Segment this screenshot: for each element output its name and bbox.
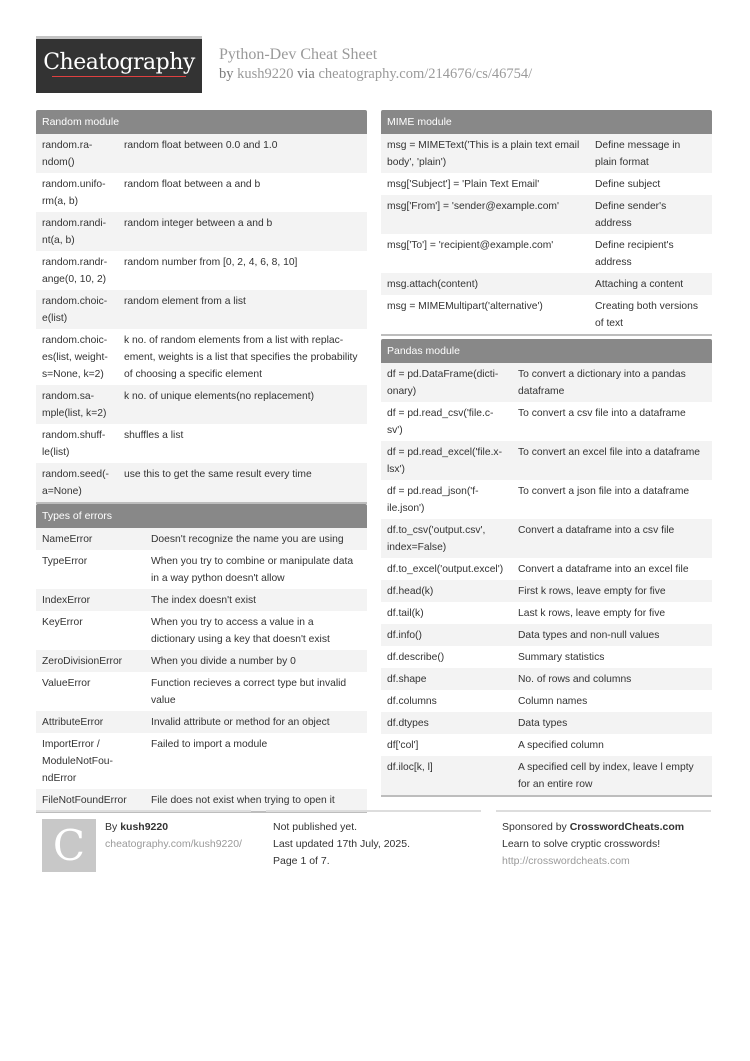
footer-author-url[interactable]: cheatography.com/kush9220/	[105, 838, 242, 850]
command-cell: random.seed(- a=None)	[36, 463, 118, 502]
footer-page-number: Page 1 of 7.	[273, 855, 330, 867]
command-cell: msg.attach(content)	[381, 273, 589, 295]
table-row	[381, 363, 712, 402]
command-cell: random.choic- es(list, weight- s=None, k=2)	[36, 329, 118, 385]
table-row	[36, 329, 367, 385]
table-row	[381, 402, 712, 441]
table-row	[36, 789, 367, 811]
table-row	[381, 734, 712, 756]
description-cell: Invalid attribute or method for an object	[145, 711, 367, 733]
table-row	[36, 463, 367, 502]
command-cell: df = pd.read_csv('file.c- sv')	[381, 402, 512, 441]
table-row	[36, 424, 367, 463]
footer-divider	[266, 810, 481, 812]
command-cell: ImportError / ModuleNotFou- ndError	[36, 733, 145, 789]
description-cell: Define sender's address	[589, 195, 712, 234]
description-cell: Convert a dataframe into a csv file	[512, 519, 712, 558]
description-cell: Data types and non-null values	[512, 624, 712, 646]
footer-author	[105, 819, 168, 836]
description-cell: No. of rows and columns	[512, 668, 712, 690]
avatar[interactable]: C	[42, 819, 96, 872]
logo-top-bar	[36, 36, 202, 39]
table-row	[381, 624, 712, 646]
command-cell: AttributeError	[36, 711, 145, 733]
pandas-module-table	[381, 363, 712, 795]
description-cell: Convert a dataframe into an excel file	[512, 558, 712, 580]
types-of-errors-table	[36, 528, 367, 811]
table-row	[381, 195, 712, 234]
command-cell: df.shape	[381, 668, 512, 690]
table-row	[381, 234, 712, 273]
description-cell: random element from a list	[118, 290, 367, 329]
cheatography-logo[interactable]	[36, 36, 202, 93]
description-cell: The index doesn't exist	[145, 589, 367, 611]
table-row	[381, 441, 712, 480]
command-cell: msg = MIMEText('This is a plain text email body', 'plain')	[381, 134, 589, 173]
sponsor-tagline: Learn to solve cryptic crosswords!	[502, 838, 661, 850]
table-row	[381, 756, 712, 795]
table-row	[381, 602, 712, 624]
description-cell: To convert an excel file into a dataframe	[512, 441, 712, 480]
description-cell: When you try to combine or manipulate data in a way python doesn't allow	[145, 550, 367, 589]
footer-updated: Last updated 17th July, 2025.	[273, 838, 410, 850]
command-cell: df = pd.DataFrame(dicti- onary)	[381, 363, 512, 402]
description-cell: k no. of random elements from a list with replac- ement, weights is a list that specifies the probability of choosing a specific element	[118, 329, 367, 385]
table-row	[36, 672, 367, 711]
table-row	[36, 290, 367, 329]
table-row	[36, 173, 367, 212]
table-row	[381, 558, 712, 580]
table-row	[36, 589, 367, 611]
command-cell: df.head(k)	[381, 580, 512, 602]
command-cell: msg['To'] = 'recipient@example.com'	[381, 234, 589, 273]
description-cell: Last k rows, leave empty for five	[512, 602, 712, 624]
description-cell: Failed to import a module	[145, 733, 367, 789]
section-random-module	[36, 110, 367, 504]
section-title: Types of errors	[36, 504, 367, 528]
table-row	[36, 251, 367, 290]
section-types-of-errors	[36, 504, 367, 813]
description-cell: Column names	[512, 690, 712, 712]
sponsor-url[interactable]: http://crosswordcheats.com	[502, 855, 630, 867]
command-cell: random.choic- e(list)	[36, 290, 118, 329]
description-cell: Doesn't recognize the name you are using	[145, 528, 367, 550]
footer-sponsor	[502, 819, 684, 836]
command-cell: df.iloc[k, l]	[381, 756, 512, 795]
description-cell: Define recipient's address	[589, 234, 712, 273]
command-cell: df.to_excel('output.excel')	[381, 558, 512, 580]
description-cell: Summary statistics	[512, 646, 712, 668]
sponsor-prefix: Sponsored by	[502, 821, 567, 833]
description-cell: Creating both versions of text	[589, 295, 712, 334]
table-row	[381, 646, 712, 668]
section-title: Pandas module	[381, 339, 712, 363]
table-row	[381, 173, 712, 195]
command-cell: ValueError	[36, 672, 145, 711]
command-cell: msg = MIMEMultipart('alternative')	[381, 295, 589, 334]
section-pandas-module	[381, 339, 712, 797]
description-cell: random number from [0, 2, 4, 6, 8, 10]	[118, 251, 367, 290]
command-cell: IndexError	[36, 589, 145, 611]
table-row	[36, 650, 367, 672]
table-row	[381, 295, 712, 334]
command-cell: msg['From'] = 'sender@example.com'	[381, 195, 589, 234]
description-cell: Define message in plain format	[589, 134, 712, 173]
command-cell: df = pd.read_json('f- ile.json')	[381, 480, 512, 519]
description-cell: Data types	[512, 712, 712, 734]
command-cell: df.to_csv('output.csv', index=False)	[381, 519, 512, 558]
command-cell: NameError	[36, 528, 145, 550]
byline	[219, 66, 532, 83]
command-cell: random.sa- mple(list, k=2)	[36, 385, 118, 424]
command-cell: KeyError	[36, 611, 145, 650]
description-cell: Attaching a content	[589, 273, 712, 295]
command-cell: df = pd.read_excel('file.x- lsx')	[381, 441, 512, 480]
description-cell: A specified cell by index, leave l empty for an entire row	[512, 756, 712, 795]
table-row	[36, 550, 367, 589]
command-cell: random.randi- nt(a, b)	[36, 212, 118, 251]
command-cell: random.randr- ange(0, 10, 2)	[36, 251, 118, 290]
table-row	[36, 212, 367, 251]
description-cell: To convert a json file into a dataframe	[512, 480, 712, 519]
command-cell: random.shuff- le(list)	[36, 424, 118, 463]
random-module-table	[36, 134, 367, 502]
command-cell: df.tail(k)	[381, 602, 512, 624]
command-cell: FileNotFoundError	[36, 789, 145, 811]
table-row	[36, 385, 367, 424]
description-cell: use this to get the same result every time	[118, 463, 367, 502]
table-row	[381, 668, 712, 690]
logo-text: Cheatography	[43, 50, 195, 75]
description-cell: shuffles a list	[118, 424, 367, 463]
table-row	[36, 611, 367, 650]
page-title: Python-Dev Cheat Sheet	[219, 46, 378, 63]
table-row	[36, 733, 367, 789]
description-cell: File does not exist when trying to open it	[145, 789, 367, 811]
footer-divider	[496, 810, 711, 812]
description-cell: k no. of unique elements(no replacement)	[118, 385, 367, 424]
command-cell: ZeroDivisionError	[36, 650, 145, 672]
description-cell: random integer between a and b	[118, 212, 367, 251]
command-cell: TypeError	[36, 550, 145, 589]
table-row	[381, 712, 712, 734]
table-row	[36, 134, 367, 173]
description-cell: random float between 0.0 and 1.0	[118, 134, 367, 173]
table-row	[381, 134, 712, 173]
author-link[interactable]: kush9220	[237, 66, 294, 82]
footer-published: Not published yet.	[273, 821, 358, 833]
table-row	[36, 528, 367, 550]
description-cell: random float between a and b	[118, 173, 367, 212]
description-cell: A specified column	[512, 734, 712, 756]
byline-by: by	[219, 66, 234, 82]
footer-author-name[interactable]: kush9220	[120, 821, 169, 833]
table-row	[381, 273, 712, 295]
command-cell: df['col']	[381, 734, 512, 756]
footer-divider	[36, 810, 251, 812]
table-row	[381, 690, 712, 712]
sponsor-name[interactable]: CrosswordCheats.com	[569, 821, 685, 833]
command-cell: df.info()	[381, 624, 512, 646]
table-row	[36, 711, 367, 733]
mime-module-table	[381, 134, 712, 334]
command-cell: msg['Subject'] = 'Plain Text Email'	[381, 173, 589, 195]
command-cell: df.describe()	[381, 646, 512, 668]
section-mime-module	[381, 110, 712, 336]
footer-by-label: By	[105, 821, 118, 833]
byline-via: via	[297, 66, 315, 82]
description-cell: When you divide a number by 0	[145, 650, 367, 672]
command-cell: df.dtypes	[381, 712, 512, 734]
description-cell: When you try to access a value in a dictionary using a key that doesn't exist	[145, 611, 367, 650]
command-cell: random.unifo- rm(a, b)	[36, 173, 118, 212]
table-row	[381, 580, 712, 602]
table-row	[381, 519, 712, 558]
table-row	[381, 480, 712, 519]
command-cell: df.columns	[381, 690, 512, 712]
description-cell: To convert a dictionary into a pandas dataframe	[512, 363, 712, 402]
description-cell: Function recieves a correct type but invalid value	[145, 672, 367, 711]
section-title: MIME module	[381, 110, 712, 134]
sheet-url-link[interactable]: cheatography.com/214676/cs/46754/	[318, 66, 533, 82]
command-cell: random.ra- ndom()	[36, 134, 118, 173]
description-cell: Define subject	[589, 173, 712, 195]
description-cell: First k rows, leave empty for five	[512, 580, 712, 602]
section-title: Random module	[36, 110, 367, 134]
description-cell: To convert a csv file into a dataframe	[512, 402, 712, 441]
